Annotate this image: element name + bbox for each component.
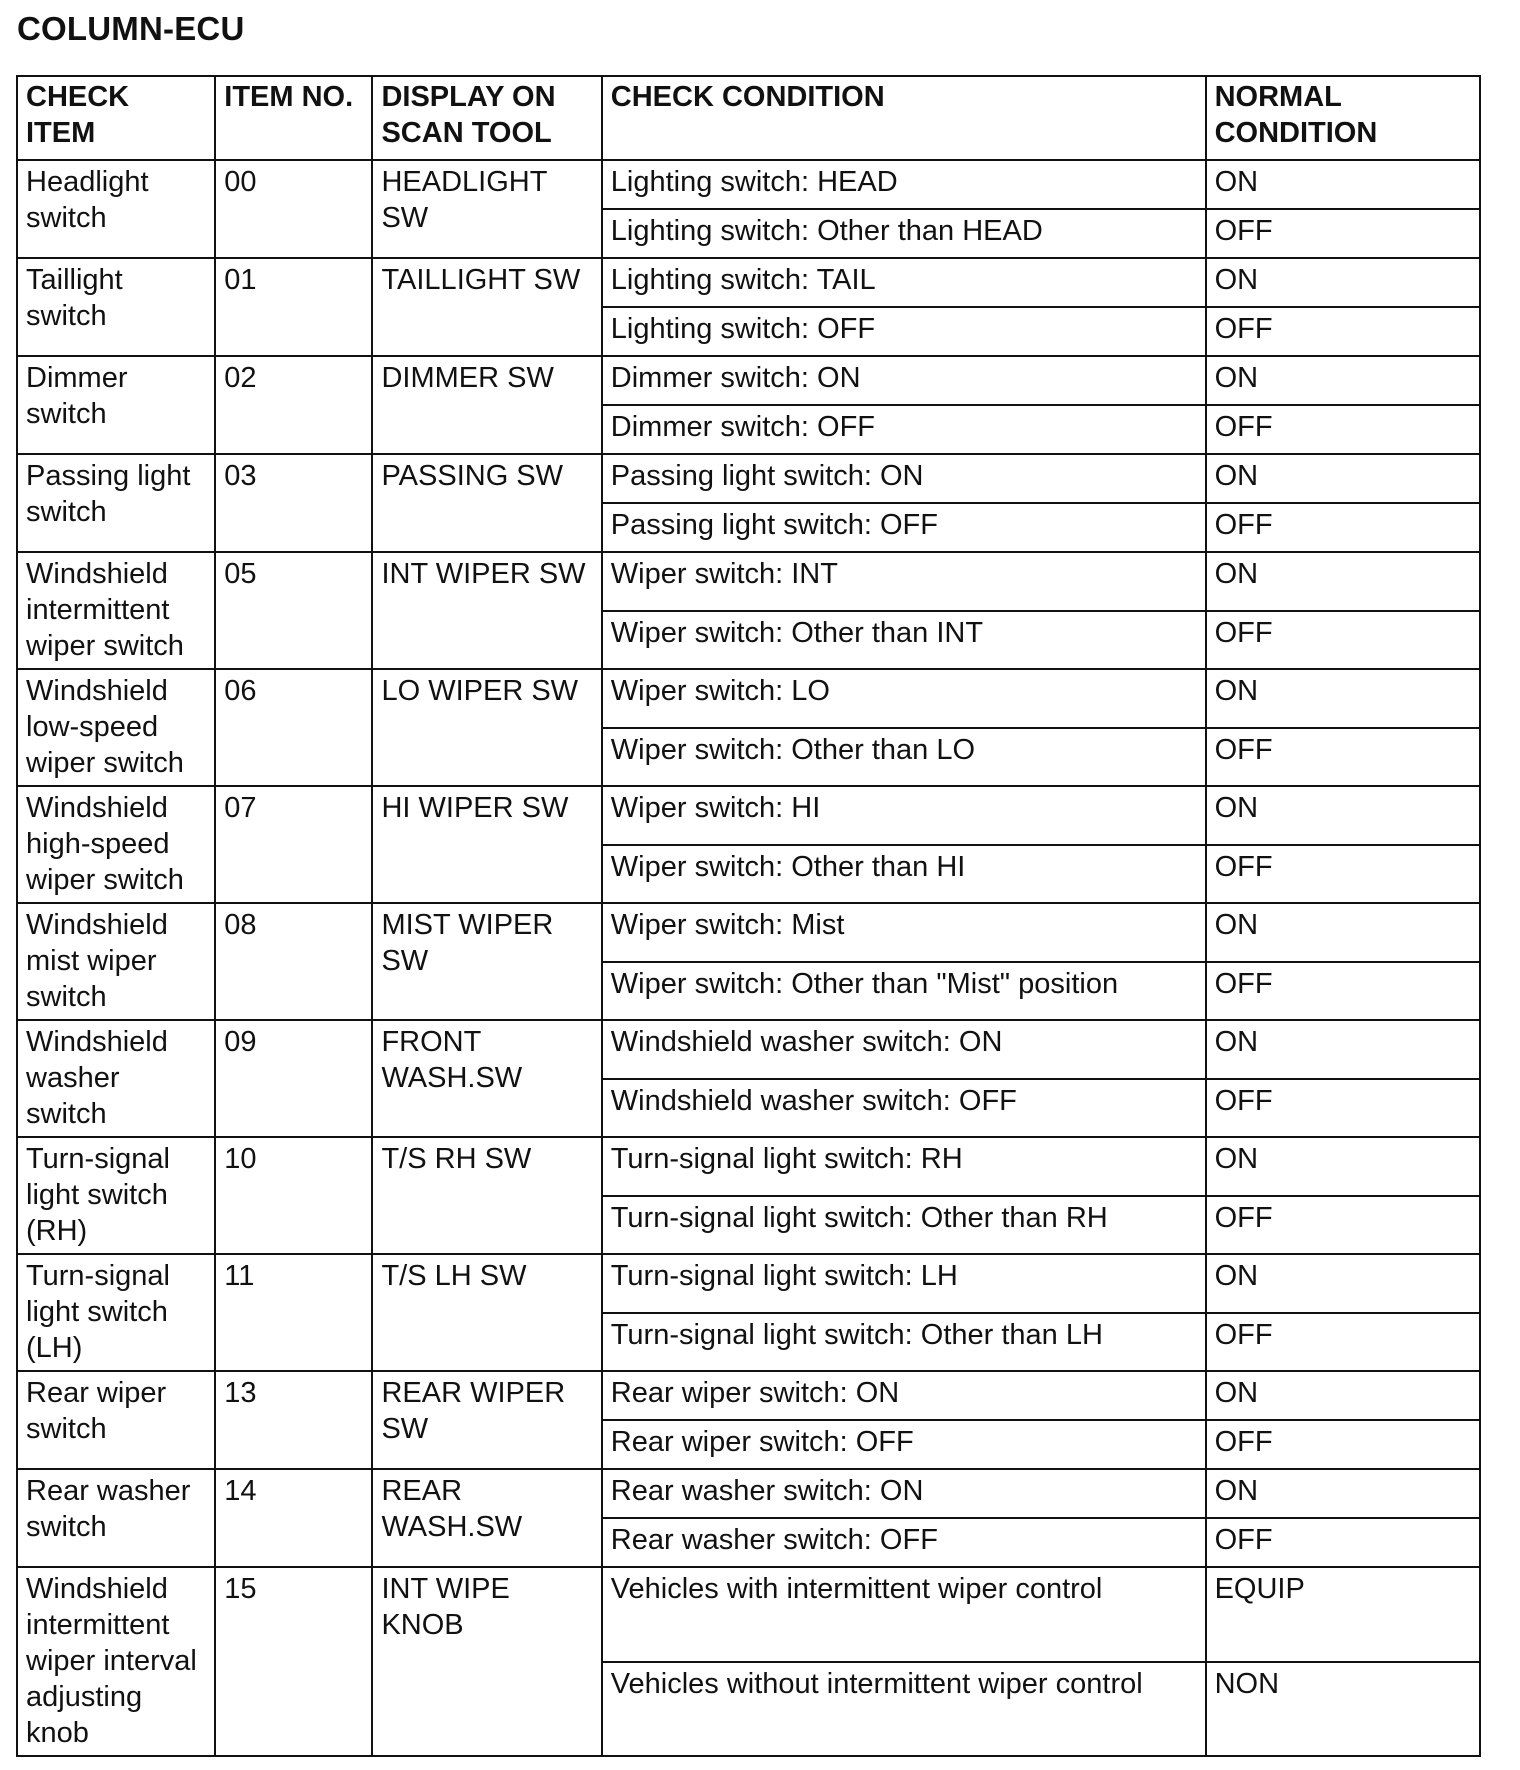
check-item-cell: Windshield mist wiper switch xyxy=(17,903,215,1020)
table-row xyxy=(17,1567,1480,1662)
normal-condition-cell: NON xyxy=(1206,1662,1480,1757)
check-item-cell: Taillight switch xyxy=(17,258,215,356)
table-row xyxy=(17,1371,1480,1420)
normal-condition-cell: OFF xyxy=(1206,1079,1480,1138)
display-cell: REAR WASH.SW xyxy=(372,1469,601,1567)
check-condition-cell: Vehicles with intermittent wiper control xyxy=(602,1567,1206,1662)
check-condition-cell: Turn-signal light switch: Other than RH xyxy=(602,1196,1206,1255)
item-no-cell: 03 xyxy=(215,454,372,552)
check-item-cell: Windshield high-speed wiper switch xyxy=(17,786,215,903)
display-cell: REAR WIPER SW xyxy=(372,1371,601,1469)
display-cell: MIST WIPER SW xyxy=(372,903,601,1020)
check-condition-cell: Passing light switch: OFF xyxy=(602,503,1206,552)
normal-condition-cell: OFF xyxy=(1206,1196,1480,1255)
check-condition-cell: Wiper switch: HI xyxy=(602,786,1206,845)
item-no-cell: 01 xyxy=(215,258,372,356)
table-row xyxy=(17,258,1480,307)
item-no-cell: 05 xyxy=(215,552,372,669)
table-row xyxy=(17,552,1480,611)
normal-condition-cell: OFF xyxy=(1206,845,1480,904)
table-row xyxy=(17,1020,1480,1079)
check-item-cell: Headlight switch xyxy=(17,160,215,258)
header-display: DISPLAY ON SCAN TOOL xyxy=(372,76,601,160)
check-condition-cell: Turn-signal light switch: Other than LH xyxy=(602,1313,1206,1372)
table-row xyxy=(17,1469,1480,1518)
check-condition-cell: Dimmer switch: ON xyxy=(602,356,1206,405)
check-condition-cell: Turn-signal light switch: LH xyxy=(602,1254,1206,1313)
normal-condition-cell: ON xyxy=(1206,258,1480,307)
check-condition-cell: Rear washer switch: OFF xyxy=(602,1518,1206,1567)
header-check-item: CHECK ITEM xyxy=(17,76,215,160)
normal-condition-cell: OFF xyxy=(1206,503,1480,552)
check-condition-cell: Lighting switch: HEAD xyxy=(602,160,1206,209)
item-no-cell: 06 xyxy=(215,669,372,786)
table-row xyxy=(17,356,1480,405)
check-item-cell: Windshield low-speed wiper switch xyxy=(17,669,215,786)
display-cell: TAILLIGHT SW xyxy=(372,258,601,356)
item-no-cell: 11 xyxy=(215,1254,372,1371)
display-cell: FRONT WASH.SW xyxy=(372,1020,601,1137)
check-item-cell: Turn-signal light switch (RH) xyxy=(17,1137,215,1254)
normal-condition-cell: OFF xyxy=(1206,611,1480,670)
normal-condition-cell: OFF xyxy=(1206,728,1480,787)
check-condition-cell: Lighting switch: Other than HEAD xyxy=(602,209,1206,258)
item-no-cell: 07 xyxy=(215,786,372,903)
check-condition-cell: Turn-signal light switch: RH xyxy=(602,1137,1206,1196)
display-cell: HI WIPER SW xyxy=(372,786,601,903)
check-condition-cell: Rear wiper switch: OFF xyxy=(602,1420,1206,1469)
item-no-cell: 08 xyxy=(215,903,372,1020)
header-item-no: ITEM NO. xyxy=(215,76,372,160)
table-row xyxy=(17,786,1480,845)
normal-condition-cell: ON xyxy=(1206,1020,1480,1079)
display-cell: INT WIPER SW xyxy=(372,552,601,669)
header-row xyxy=(17,76,1480,160)
check-condition-cell: Rear wiper switch: ON xyxy=(602,1371,1206,1420)
item-no-cell: 00 xyxy=(215,160,372,258)
check-condition-cell: Lighting switch: TAIL xyxy=(602,258,1206,307)
check-condition-cell: Lighting switch: OFF xyxy=(602,307,1206,356)
table-row xyxy=(17,1254,1480,1313)
normal-condition-cell: ON xyxy=(1206,1469,1480,1518)
normal-condition-cell: ON xyxy=(1206,454,1480,503)
normal-condition-cell: OFF xyxy=(1206,209,1480,258)
check-condition-cell: Wiper switch: Other than HI xyxy=(602,845,1206,904)
normal-condition-cell: ON xyxy=(1206,1137,1480,1196)
check-item-cell: Dimmer switch xyxy=(17,356,215,454)
header-normal-condition: NORMAL CONDITION xyxy=(1206,76,1480,160)
item-no-cell: 15 xyxy=(215,1567,372,1756)
table-row xyxy=(17,669,1480,728)
normal-condition-cell: ON xyxy=(1206,786,1480,845)
check-item-cell: Windshield intermittent wiper interval adjusting knob xyxy=(17,1567,215,1756)
check-condition-cell: Wiper switch: Mist xyxy=(602,903,1206,962)
table-row xyxy=(17,454,1480,503)
check-condition-cell: Windshield washer switch: ON xyxy=(602,1020,1206,1079)
item-no-cell: 13 xyxy=(215,1371,372,1469)
item-no-cell: 09 xyxy=(215,1020,372,1137)
check-condition-cell: Wiper switch: INT xyxy=(602,552,1206,611)
check-condition-cell: Wiper switch: Other than "Mist" position xyxy=(602,962,1206,1021)
check-condition-cell: Passing light switch: ON xyxy=(602,454,1206,503)
check-condition-cell: Wiper switch: Other than LO xyxy=(602,728,1206,787)
check-item-cell: Windshield washer switch xyxy=(17,1020,215,1137)
check-condition-cell: Wiper switch: LO xyxy=(602,669,1206,728)
display-cell: T/S LH SW xyxy=(372,1254,601,1371)
header-check-condition: CHECK CONDITION xyxy=(602,76,1206,160)
check-condition-cell: Vehicles without intermittent wiper control xyxy=(602,1662,1206,1757)
item-no-cell: 10 xyxy=(215,1137,372,1254)
display-cell: INT WIPE KNOB xyxy=(372,1567,601,1756)
normal-condition-cell: OFF xyxy=(1206,307,1480,356)
normal-condition-cell: OFF xyxy=(1206,1313,1480,1372)
normal-condition-cell: ON xyxy=(1206,1254,1480,1313)
display-cell: LO WIPER SW xyxy=(372,669,601,786)
display-cell: T/S RH SW xyxy=(372,1137,601,1254)
normal-condition-cell: ON xyxy=(1206,903,1480,962)
normal-condition-cell: EQUIP xyxy=(1206,1567,1480,1662)
item-no-cell: 02 xyxy=(215,356,372,454)
check-condition-cell: Dimmer switch: OFF xyxy=(602,405,1206,454)
check-item-cell: Rear washer switch xyxy=(17,1469,215,1567)
normal-condition-cell: ON xyxy=(1206,1371,1480,1420)
display-cell: PASSING SW xyxy=(372,454,601,552)
normal-condition-cell: OFF xyxy=(1206,962,1480,1021)
check-condition-cell: Windshield washer switch: OFF xyxy=(602,1079,1206,1138)
check-condition-cell: Wiper switch: Other than INT xyxy=(602,611,1206,670)
table-row xyxy=(17,160,1480,209)
normal-condition-cell: OFF xyxy=(1206,1518,1480,1567)
normal-condition-cell: ON xyxy=(1206,669,1480,728)
normal-condition-cell: ON xyxy=(1206,160,1480,209)
check-item-cell: Turn-signal light switch (LH) xyxy=(17,1254,215,1371)
normal-condition-cell: OFF xyxy=(1206,405,1480,454)
display-cell: HEADLIGHT SW xyxy=(372,160,601,258)
table-body xyxy=(17,160,1480,1756)
page-title: COLUMN-ECU xyxy=(17,10,245,47)
check-item-cell: Rear wiper switch xyxy=(17,1371,215,1469)
table-row xyxy=(17,1137,1480,1196)
check-condition-cell: Rear washer switch: ON xyxy=(602,1469,1206,1518)
check-item-cell: Passing light switch xyxy=(17,454,215,552)
normal-condition-cell: OFF xyxy=(1206,1420,1480,1469)
item-no-cell: 14 xyxy=(215,1469,372,1567)
table-row xyxy=(17,903,1480,962)
check-item-cell: Windshield intermittent wiper switch xyxy=(17,552,215,669)
display-cell: DIMMER SW xyxy=(372,356,601,454)
normal-condition-cell: ON xyxy=(1206,356,1480,405)
check-table xyxy=(16,75,1481,1757)
normal-condition-cell: ON xyxy=(1206,552,1480,611)
